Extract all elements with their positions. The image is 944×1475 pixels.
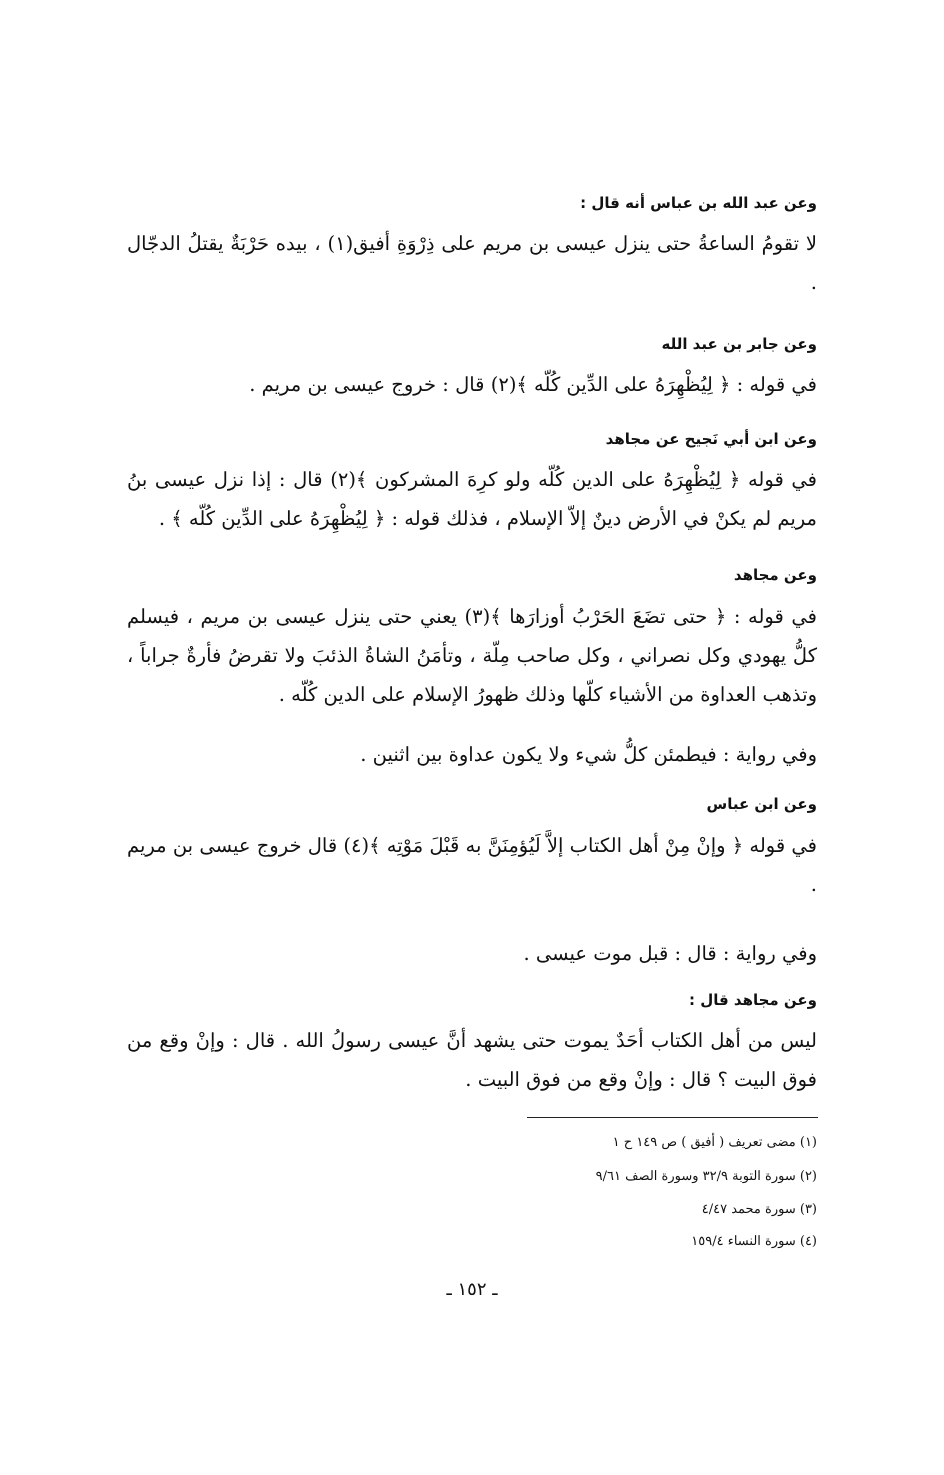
paragraph-mujahid-variant: وفي رواية : فيطمئن كلُّ شيء ولا يكون عداوة بين اثنين . <box>360 743 817 766</box>
section-heading-jabir: وعن جابر بن عبد الله <box>661 335 817 353</box>
section-heading-mujahid-1: وعن مجاهد <box>733 566 817 584</box>
paragraph-ibn-abi-najih-saying: في قوله ﴿ لِيُظْهِرَهُ على الدين كُلّه ولو كرِهَ المشركون ﴾(٢) قال : إذا نزل عيسى بنُ مريم لم يكنْ في الأرض دينٌ إلاّ الإسلام ، فذلك قوله : ﴿ لِيُظْهِرَهُ على الدِّين كُلّه ﴾ . <box>127 468 817 530</box>
section-heading-mujahid-2: وعن مجاهد قال : <box>689 991 817 1009</box>
section-heading-ibn-abi-najih: وعن ابن أبي نَجيح عن مجاهد <box>605 430 817 448</box>
paragraph-mujahid-testimony: ليس من أهل الكتاب أحَدٌ يموت حتى يشهد أنَّ عيسى رسولُ الله . قال : وإنْ وقع من فوق البيت ؟ قال : وإنْ وقع من فوق البيت . <box>127 1029 817 1091</box>
footnote-4: (٤) سورة النساء ١٥٩/٤ <box>691 1234 817 1249</box>
paragraph-jabir-saying: في قوله : ﴿ لِيُظْهِرَهُ على الدِّين كُلّه ﴾(٢) قال : خروج عيسى بن مريم . <box>249 373 817 396</box>
section-heading-ibn-abbas-1: وعن عبد الله بن عباس أنه قال : <box>580 194 817 212</box>
paragraph-mujahid-war-burdens: في قوله : ﴿ حتى تضَعَ الحَرْبُ أوزارَها ﴾(٣) يعني حتى ينزل عيسى بن مريم ، فيسلم كلُّ يهودي وكل نصراني ، وكل صاحب مِلّة ، وتأمَنُ الشاةُ الذئبَ ولا تقرضُ فأرةٌ جراباً ، وتذهب العداوة من الأشياء كلّها وذلك ظهورُ الإسلام على الدين كُلّه . <box>127 605 817 706</box>
paragraph-ibn-abbas-variant: وفي رواية : قال : قبل موت عيسى . <box>523 942 817 965</box>
section-heading-ibn-abbas-2: وعن ابن عباس <box>706 795 817 813</box>
footnote-2: (٢) سورة التوبة ٣٢/٩ وسورة الصف ٩/٦١ <box>595 1169 817 1184</box>
paragraph-hour-descent: لا تقومُ الساعةُ حتى ينزل عيسى بن مريم على ذِرْوَةِ أفيق(١) ، بيده حَرْبَةٌ يقتلُ الدجّال . <box>127 232 817 294</box>
paragraph-ibn-abbas-before-death: في قوله ﴿ وإنْ مِنْ أهل الكتاب إلاَّ لَيُؤمِنَنَّ به قَبْلَ مَوْتِه ﴾(٤) قال خروج عيسى بن مريم . <box>127 834 817 896</box>
footnote-1: (١) مضى تعريف ( أفيق ) ص ١٤٩ ح ١ <box>612 1135 817 1150</box>
page-number: ـ ١٥٢ ـ <box>446 1279 498 1300</box>
footnote-3: (٣) سورة محمد ٤/٤٧ <box>701 1202 817 1217</box>
footnote-separator <box>527 1117 818 1118</box>
